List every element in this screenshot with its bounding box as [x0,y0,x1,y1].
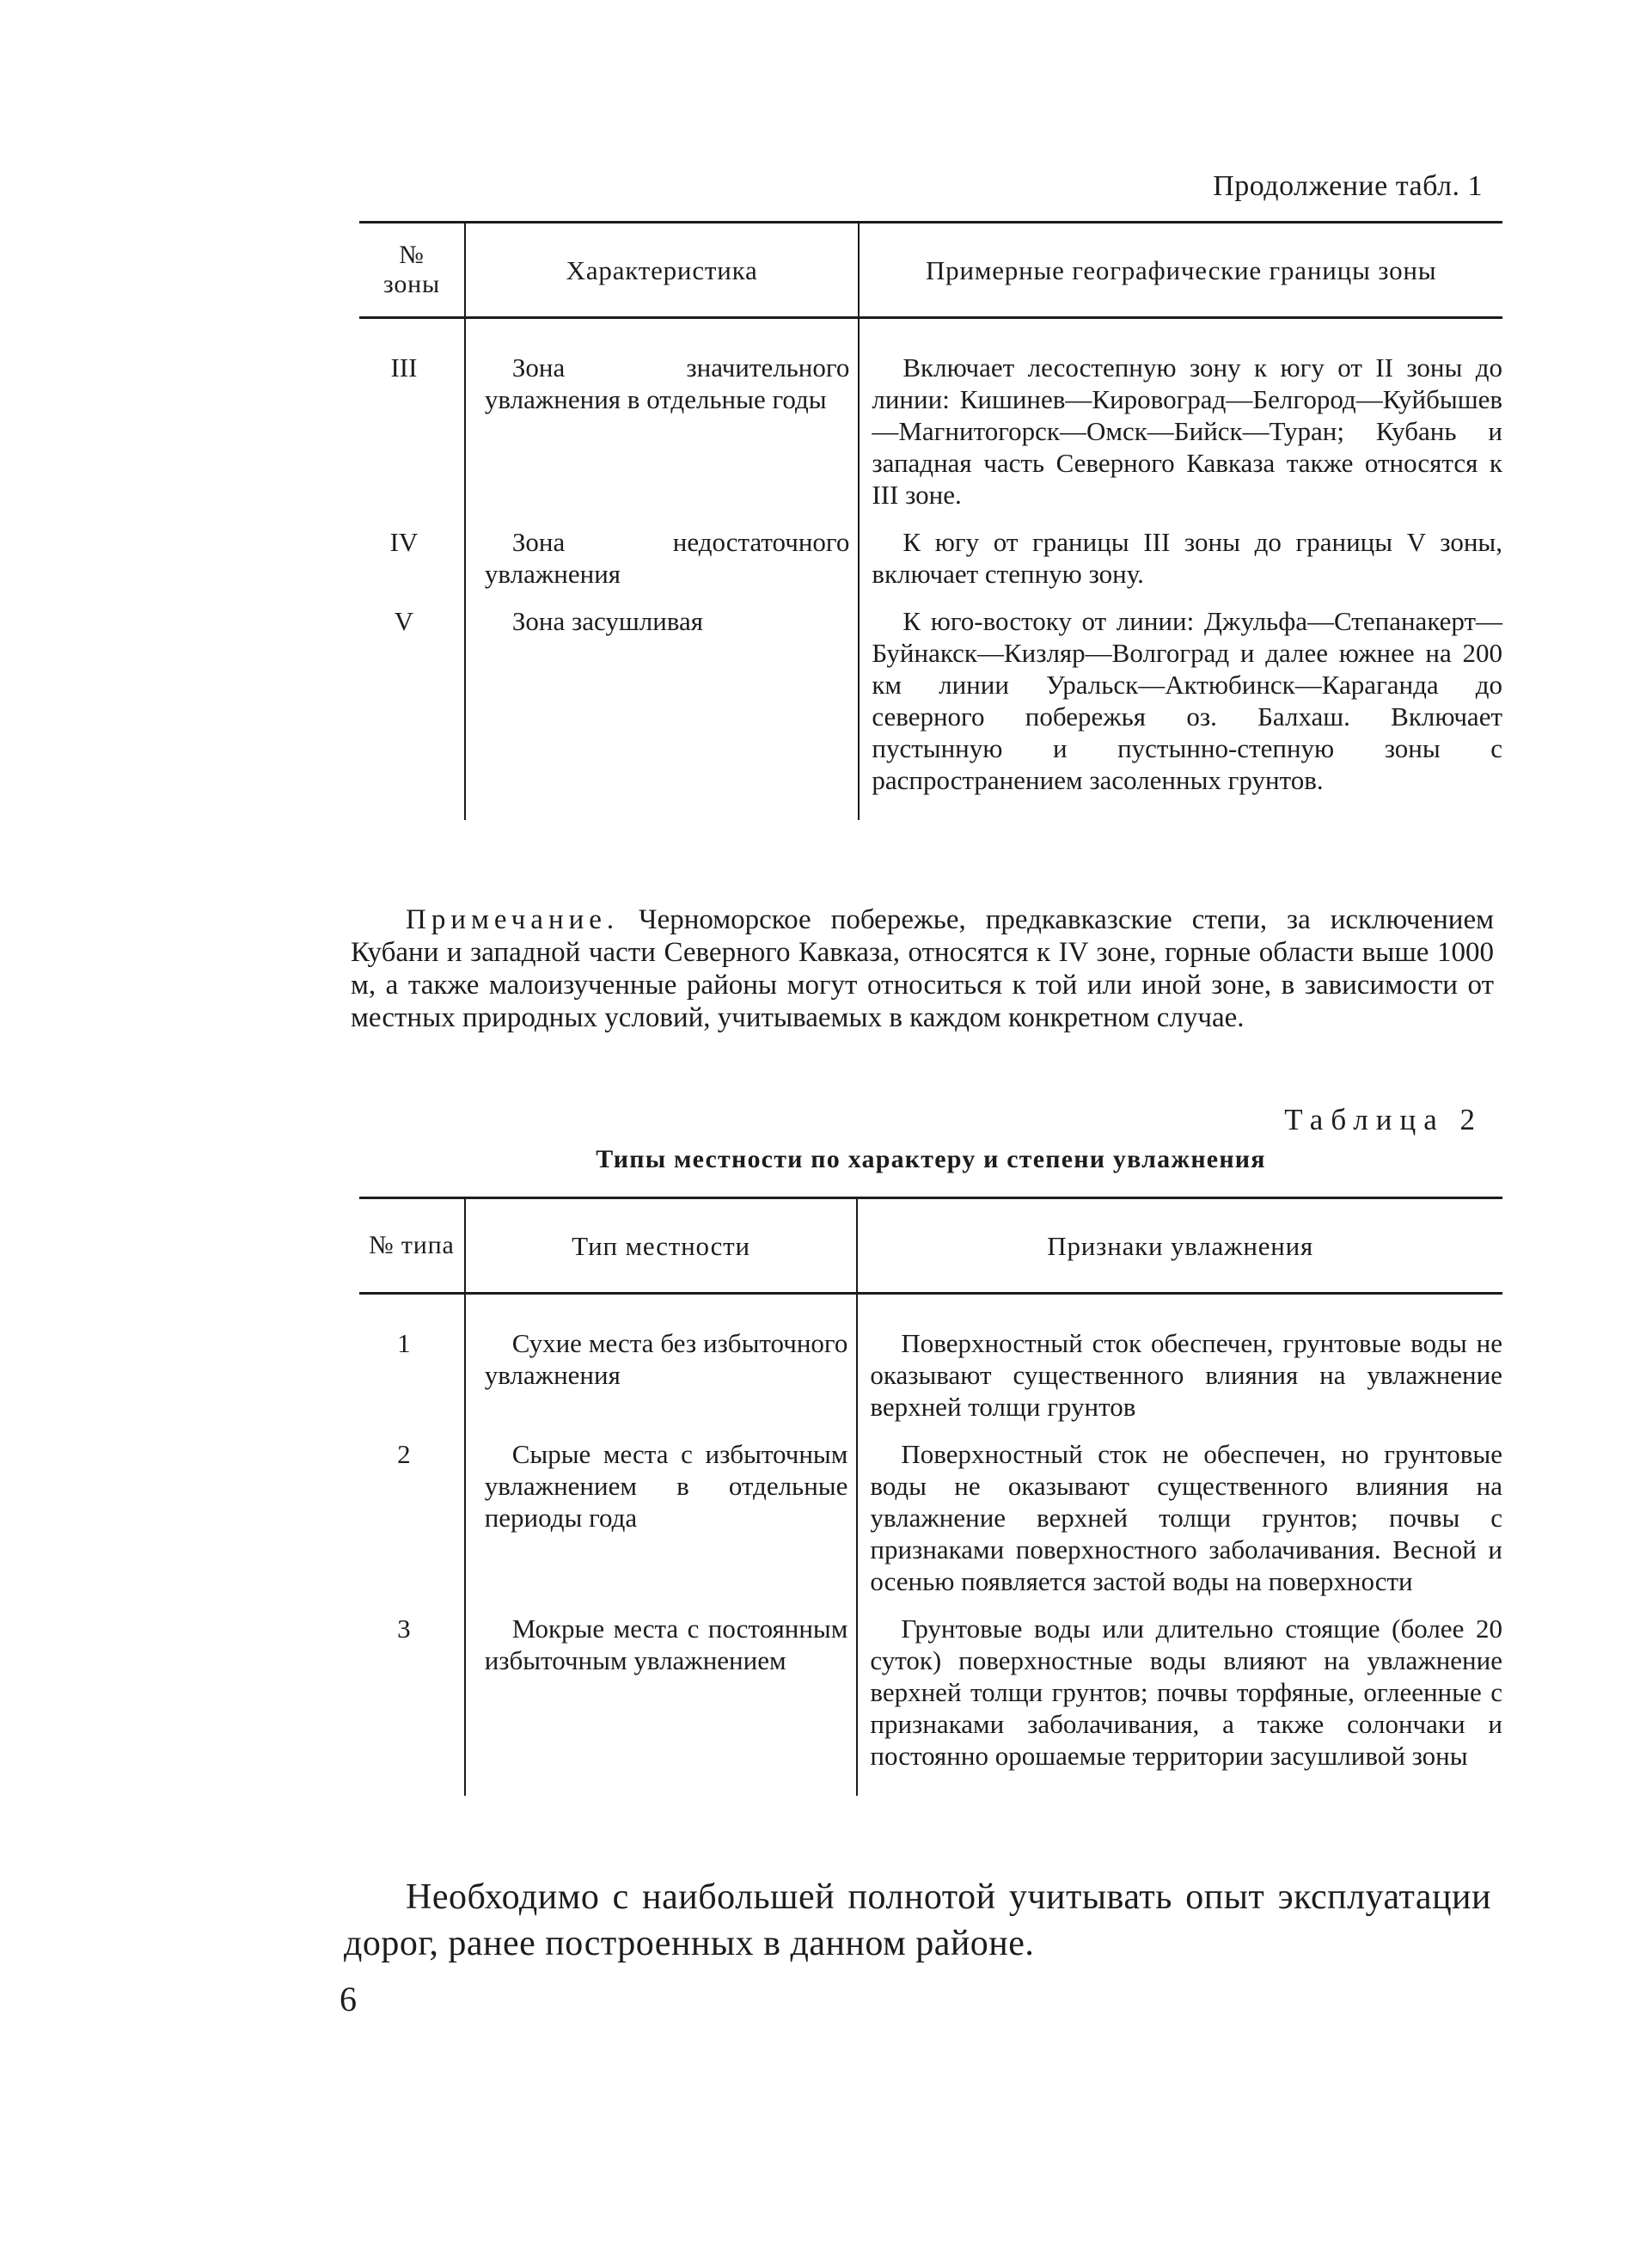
column-header-type-number: № типа [359,1198,465,1294]
table-2-title: Типы местности по характеру и степени увлажнения [596,1145,1266,1173]
zone-characteristic-cell: Зона значительного увлажнения в отдельные годы [465,318,859,527]
note-text: Черноморское побережье, предкавказские степи, за исключением Кубани и западной части Северного Кавказа, относятся к IV зоне, горные области выше 1000 м, а также малоизученные районы могут относиться к той или иной зоне, в зависимости от местных природных условий, учитываемых в каждом конкретном случае. [351,904,1494,1033]
column-header-moisture-signs: Признаки увлажнения [857,1198,1502,1294]
zone-number-cell: V [359,605,465,820]
zone-borders-cell: Включает лесостепную зону к югу от II зоны до линии: Кишинев—Кировоград—Белгород—Куйбышев—Магнитогорск—Омск—Бийск—Туран; Кубань и западная часть Северного Кавказа также относятся к III зоне. [872,352,1502,510]
moisture-signs-cell: Грунтовые воды или длительно стоящие (более 20 суток) поверхностные воды влияют на увлажнение верхней толщи грунтов; почвы торфяные, оглеенные с признаками заболачивания, а также солончаки и постоянно орошаемые территории засушливой зоны [870,1613,1502,1771]
page-number: 6 [340,1980,357,2018]
zone-characteristic-cell: Зона недостаточного увлажнения [465,526,859,605]
table-row [359,318,1502,527]
type-number-cell: 3 [359,1613,465,1796]
terrain-type-cell: Сырые места с избыточным увлажнением в отдельные периоды года [465,1438,858,1613]
note-label: Примечание. [406,904,620,935]
table-row [359,526,1502,605]
table-header-row [359,223,1502,318]
table-row [359,1294,1502,1439]
closing-paragraph: Необходимо с наибольшей полнотой учитывать опыт эксплуатации дорог, ранее построенных в данном районе. [344,1877,1491,1963]
column-header-geographic-borders: Примерные географические границы зоны [859,223,1502,318]
table-row [359,1613,1502,1796]
column-header-characteristic: Характеристика [465,223,859,318]
type-number-cell: 2 [359,1438,465,1613]
zone-number-cell: III [359,318,465,527]
table-note [351,903,1494,1034]
zones-table [359,221,1502,820]
table-continuation-label: Продолжение табл. 1 [1213,170,1483,202]
table-row [359,605,1502,820]
table-header-row [359,1198,1502,1294]
zone-number-cell: IV [359,526,465,605]
type-number-cell: 1 [359,1294,465,1439]
terrain-type-cell: Сухие места без избыточного увлажнения [465,1294,858,1439]
terrain-type-cell: Мокрые места с постоянным избыточным увлажнением [465,1613,858,1796]
column-header-zone-number: № зоны [359,223,465,318]
terrain-types-table [359,1197,1502,1796]
zone-characteristic-cell: Зона засушливая [465,605,859,820]
zone-borders-cell: К югу от границы III зоны до границы V зоны, включает степную зону. [872,527,1502,589]
table-2-label: Таблица 2 [1284,1103,1483,1136]
moisture-signs-cell: Поверхностный сток обеспечен, грунтовые воды не оказывают существенного влияния на увлажнение верхней толщи грунтов [870,1328,1502,1422]
table-row [359,1438,1502,1613]
moisture-signs-cell: Поверхностный сток не обеспечен, но грунтовые воды не оказывают существенного влияния на увлажнение верхней толщи грунтов; почвы с признаками поверхностного заболачивания. Весной и осенью появляется застой воды на поверхности [870,1439,1502,1596]
column-header-terrain-type: Тип местности [465,1198,858,1294]
zone-borders-cell: К юго-востоку от линии: Джульфа—Степанакерт—Буйнакск—Кизляр—Волгоград и далее южнее на 200 км линии Уральск—Актюбинск—Караганда до северного побережья оз. Балхаш. Включает пустынную и пустынно-степную зоны с распространением засоленных грунтов. [872,606,1502,795]
